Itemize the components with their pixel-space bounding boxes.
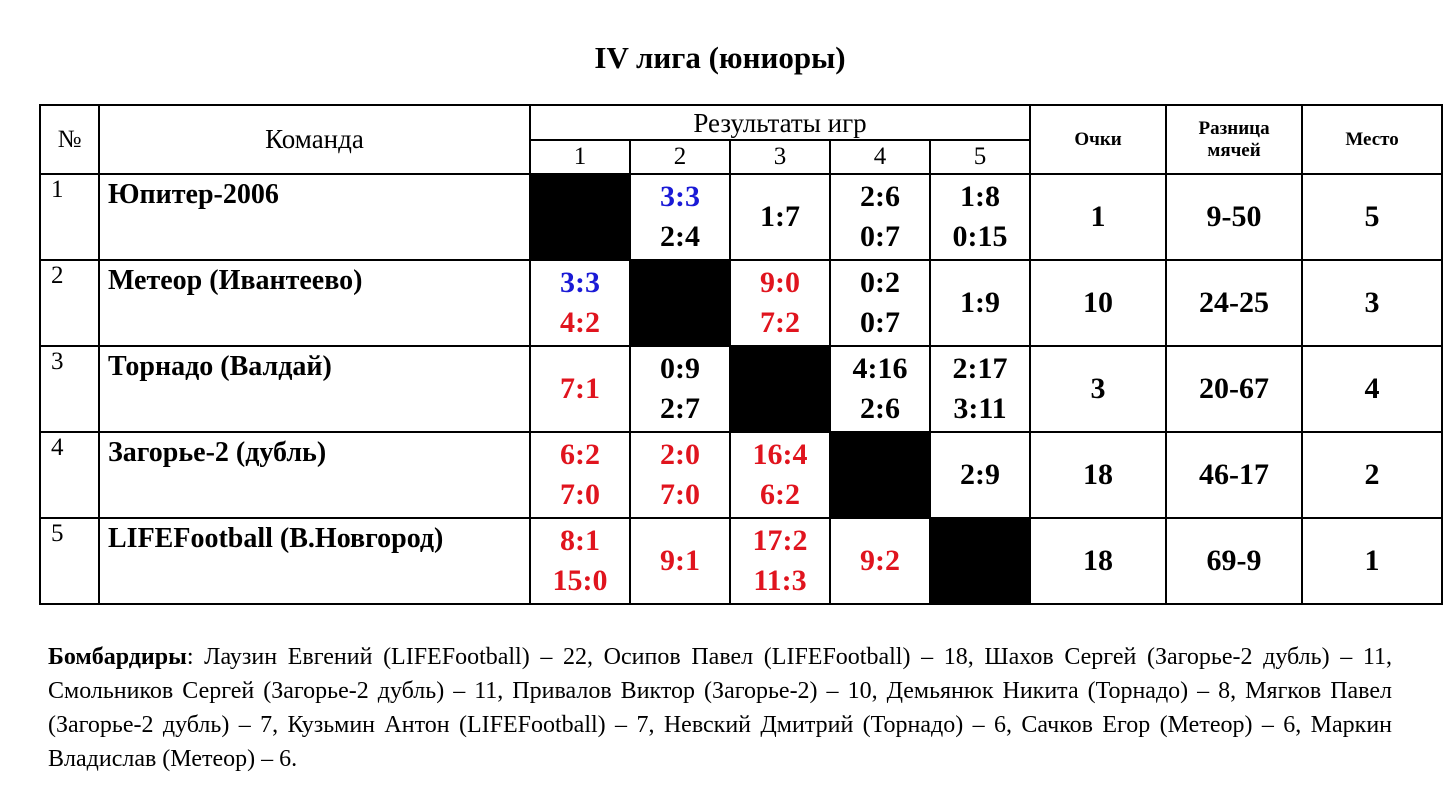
- result-cell: [830, 346, 930, 432]
- team-name: Юпитер-2006: [99, 174, 530, 260]
- goal-difference: 69-9: [1166, 518, 1302, 604]
- match-score: 11:3: [753, 564, 807, 597]
- results-header: Результаты игр: [530, 105, 1030, 140]
- match-score: 3:3: [660, 180, 700, 213]
- match-score: 17:2: [752, 524, 808, 557]
- result-cell: [530, 432, 630, 518]
- match-score: 3:11: [953, 392, 1007, 425]
- result-cell: [630, 174, 730, 260]
- result-cell: [530, 346, 630, 432]
- table-row: [40, 174, 1442, 260]
- team-name: Торнадо (Валдай): [99, 346, 530, 432]
- match-score: 3:3: [560, 266, 600, 299]
- result-cell: [630, 346, 730, 432]
- team-place: 2: [1302, 432, 1442, 518]
- points-header: Очки: [1030, 105, 1166, 174]
- row-number: 1: [40, 174, 99, 260]
- row-number: 2: [40, 260, 99, 346]
- place-header: Место: [1302, 105, 1442, 174]
- goal-diff-header-line1: Разница: [1198, 117, 1270, 139]
- match-score: 9:2: [860, 544, 900, 577]
- team-place: 5: [1302, 174, 1442, 260]
- row-number: 5: [40, 518, 99, 604]
- match-score: 2:7: [660, 392, 700, 425]
- match-score: 6:2: [760, 478, 800, 511]
- result-cell: [830, 260, 930, 346]
- goal-difference: 24-25: [1166, 260, 1302, 346]
- match-score: 7:0: [560, 478, 600, 511]
- team-points: 1: [1030, 174, 1166, 260]
- result-cell: [630, 518, 730, 604]
- result-cell: [730, 432, 830, 518]
- result-cell: [830, 174, 930, 260]
- goal-difference: 9-50: [1166, 174, 1302, 260]
- match-score: 1:7: [760, 200, 800, 233]
- team-name: LIFEFootball (В.Новгород): [99, 518, 530, 604]
- match-score: 6:2: [560, 438, 600, 471]
- goal-diff-header-line2: мячей: [1207, 139, 1261, 161]
- team-name: Загорье-2 (дубль): [99, 432, 530, 518]
- goal-diff-header: [1166, 105, 1302, 174]
- match-score: 0:15: [952, 220, 1008, 253]
- top-scorers-paragraph: [48, 640, 1392, 776]
- result-cell: [730, 174, 830, 260]
- team-name: Метеор (Ивантеево): [99, 260, 530, 346]
- game-header: 3: [730, 140, 830, 174]
- match-score: 2:9: [960, 458, 1001, 491]
- match-score: 4:16: [852, 352, 908, 385]
- number-header: №: [40, 105, 99, 174]
- result-cell: [930, 346, 1030, 432]
- result-cell: [930, 432, 1030, 518]
- goal-difference: 46-17: [1166, 432, 1302, 518]
- match-score: 2:6: [860, 180, 900, 213]
- game-header: 4: [830, 140, 930, 174]
- standings-body: [40, 174, 1442, 604]
- row-number: 4: [40, 432, 99, 518]
- match-score: 2:0: [660, 438, 700, 471]
- table-row: [40, 346, 1442, 432]
- result-cell: [630, 432, 730, 518]
- table-row: [40, 518, 1442, 604]
- match-score: 2:4: [660, 220, 700, 253]
- game-header: 5: [930, 140, 1030, 174]
- self-match-cell: [530, 174, 630, 260]
- match-score: 4:2: [560, 306, 600, 339]
- result-cell: [530, 518, 630, 604]
- match-score: 7:1: [560, 372, 600, 405]
- team-points: 18: [1030, 518, 1166, 604]
- top-scorers-list: : Лаузин Евгений (LIFEFootball) – 22, Осипов Павел (LIFEFootball) – 18, Шахов Сергей (Загорье-2 дубль) – 11, Смольников Сергей (Загорье-2 дубль) – 11, Привалов Виктор (Загорье-2) – 10, Демьянюк Никита (Торнадо) – 8, Мягков Павел (Загорье-2 дубль) – 7, Кузьмин Антон (LIFEFootball) – 7, Невский Дмитрий (Торнадо) – 6, Сачков Егор (Метеор) – 6, Маркин Владислав (Метеор) – 6.: [48, 644, 1392, 772]
- match-score: 0:7: [860, 220, 900, 253]
- match-score: 0:9: [660, 352, 700, 385]
- self-match-cell: [830, 432, 930, 518]
- match-score: 2:17: [952, 352, 1008, 385]
- game-header: 1: [530, 140, 630, 174]
- team-place: 1: [1302, 518, 1442, 604]
- team-points: 3: [1030, 346, 1166, 432]
- team-place: 3: [1302, 260, 1442, 346]
- match-score: 15:0: [552, 564, 608, 597]
- result-cell: [930, 174, 1030, 260]
- standings-table: [39, 104, 1443, 605]
- result-cell: [530, 260, 630, 346]
- team-place: 4: [1302, 346, 1442, 432]
- goal-difference: 20-67: [1166, 346, 1302, 432]
- game-header: 2: [630, 140, 730, 174]
- match-score: 2:6: [860, 392, 900, 425]
- team-points: 18: [1030, 432, 1166, 518]
- table-row: [40, 260, 1442, 346]
- match-score: 9:1: [660, 544, 700, 577]
- self-match-cell: [730, 346, 830, 432]
- top-scorers-label: Бомбардиры: [48, 644, 187, 670]
- match-score: 16:4: [752, 438, 808, 471]
- match-score: 7:2: [760, 306, 800, 339]
- table-row: [40, 432, 1442, 518]
- match-score: 8:1: [560, 524, 600, 557]
- match-score: 1:9: [960, 286, 1001, 319]
- match-score: 1:8: [960, 180, 1001, 213]
- row-number: 3: [40, 346, 99, 432]
- result-cell: [830, 518, 930, 604]
- self-match-cell: [930, 518, 1030, 604]
- page-title: IV лига (юниоры): [594, 40, 846, 75]
- match-score: 9:0: [760, 266, 800, 299]
- team-header: Команда: [99, 105, 530, 174]
- result-cell: [730, 518, 830, 604]
- self-match-cell: [630, 260, 730, 346]
- match-score: 7:0: [660, 478, 700, 511]
- match-score: 0:2: [860, 266, 900, 299]
- result-cell: [930, 260, 1030, 346]
- result-cell: [730, 260, 830, 346]
- team-points: 10: [1030, 260, 1166, 346]
- match-score: 0:7: [860, 306, 900, 339]
